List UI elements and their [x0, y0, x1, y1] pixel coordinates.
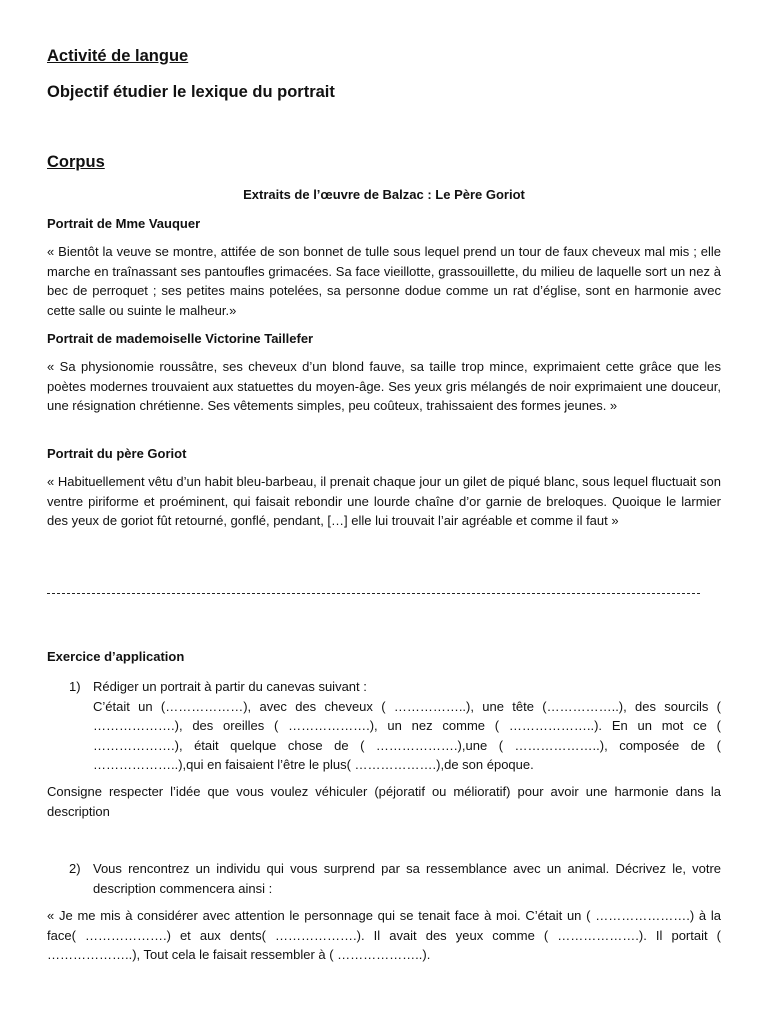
exercise-title: Exercice d’application	[47, 649, 185, 664]
portrait-title-goriot: Portrait du père Goriot	[47, 446, 187, 461]
item-1-instruction: Rédiger un portrait à partir du canevas suivant :	[93, 679, 367, 694]
portrait-text-goriot: « Habituellement vêtu d’un habit bleu-barbeau, il prenait chaque jour un gilet de piqué blanc, sous lequel fluctuait son ventre piriforme et proéminent, qui faisait rebondir une lourde chaîne d’or garnie de breloques. Quoique le larmier des yeux de goriot fût retourné, gonflé, pendant, […] elle lui trouvait l’air agréable et comme il faut »	[47, 474, 721, 528]
final-quote: « Je me mis à considérer avec attention le personnage qui se tenait face à moi. C’était un ( ………………….) à la face( ……………….) et aux dents( ……………….). Il avait des yeux comme ( ……………….). Il portait ( ………………..), Tout cela le faisait ressembler à ( ………………..).	[47, 908, 721, 962]
item-1-canvas: C’était un (………………), avec des cheveux ( ……………..), une tête (……………..), des sourcils ( ……………….), des oreilles ( ……………….), un nez comme ( ………………..). En un mot ce ( ……………….), était quelque chose de ( ……………….),une ( ………………..), composée de ( ………………..),qui en faisaient l’être le plus( ……………….),de son époque.	[93, 698, 721, 772]
consigne-text: Consigne respecter l’idée que vous voulez véhiculer (péjoratif ou mélioratif) pour avoir une harmonie dans la description	[47, 784, 721, 819]
corpus-heading: Corpus	[47, 153, 105, 171]
section-divider	[47, 593, 700, 594]
item-2-text: Vous rencontrez un individu qui vous surprend par sa ressemblance avec un animal. Décrivez le, votre description commencera ainsi :	[93, 861, 721, 896]
objective-heading: Objectif étudier le lexique du portrait	[47, 83, 335, 101]
portrait-title-taillefer: Portrait de mademoiselle Victorine Taillefer	[47, 331, 314, 346]
activity-heading: Activité de langue	[47, 47, 189, 65]
portrait-title-vauquer: Portrait de Mme Vauquer	[47, 216, 201, 231]
item-1-number: 1)	[69, 679, 81, 694]
portrait-text-taillefer: « Sa physionomie roussâtre, ses cheveux d’un blond fauve, sa taille trop mince, exprimaient cette grâce que les poètes modernes trouvaient aux statuettes du moyen-âge. Ses yeux gris mélangés de noir exprimaient une douceur, une résignation chrétienne. Ses vêtements simples, peu coûteux, trahissaient des formes jeunes. »	[47, 359, 721, 413]
item-2-number: 2)	[69, 861, 81, 876]
portrait-text-vauquer: « Bientôt la veuve se montre, attifée de son bonnet de tulle sous lequel prend un tour de faux cheveux mal mis ; elle marche en traînassant ses pantoufles grimacées. Sa face vieillotte, grassouillette, du milieu de laquelle sort un nez à bec de perroquet ; ses petites mains potelées, sa personne dodue comme un rat d’église, sont en harmonie avec cette salle ou suinte le malheur.»	[47, 244, 721, 318]
source-title: Extraits de l’œuvre de Balzac : Le Père Goriot	[243, 187, 525, 202]
item-1-body	[93, 677, 721, 775]
